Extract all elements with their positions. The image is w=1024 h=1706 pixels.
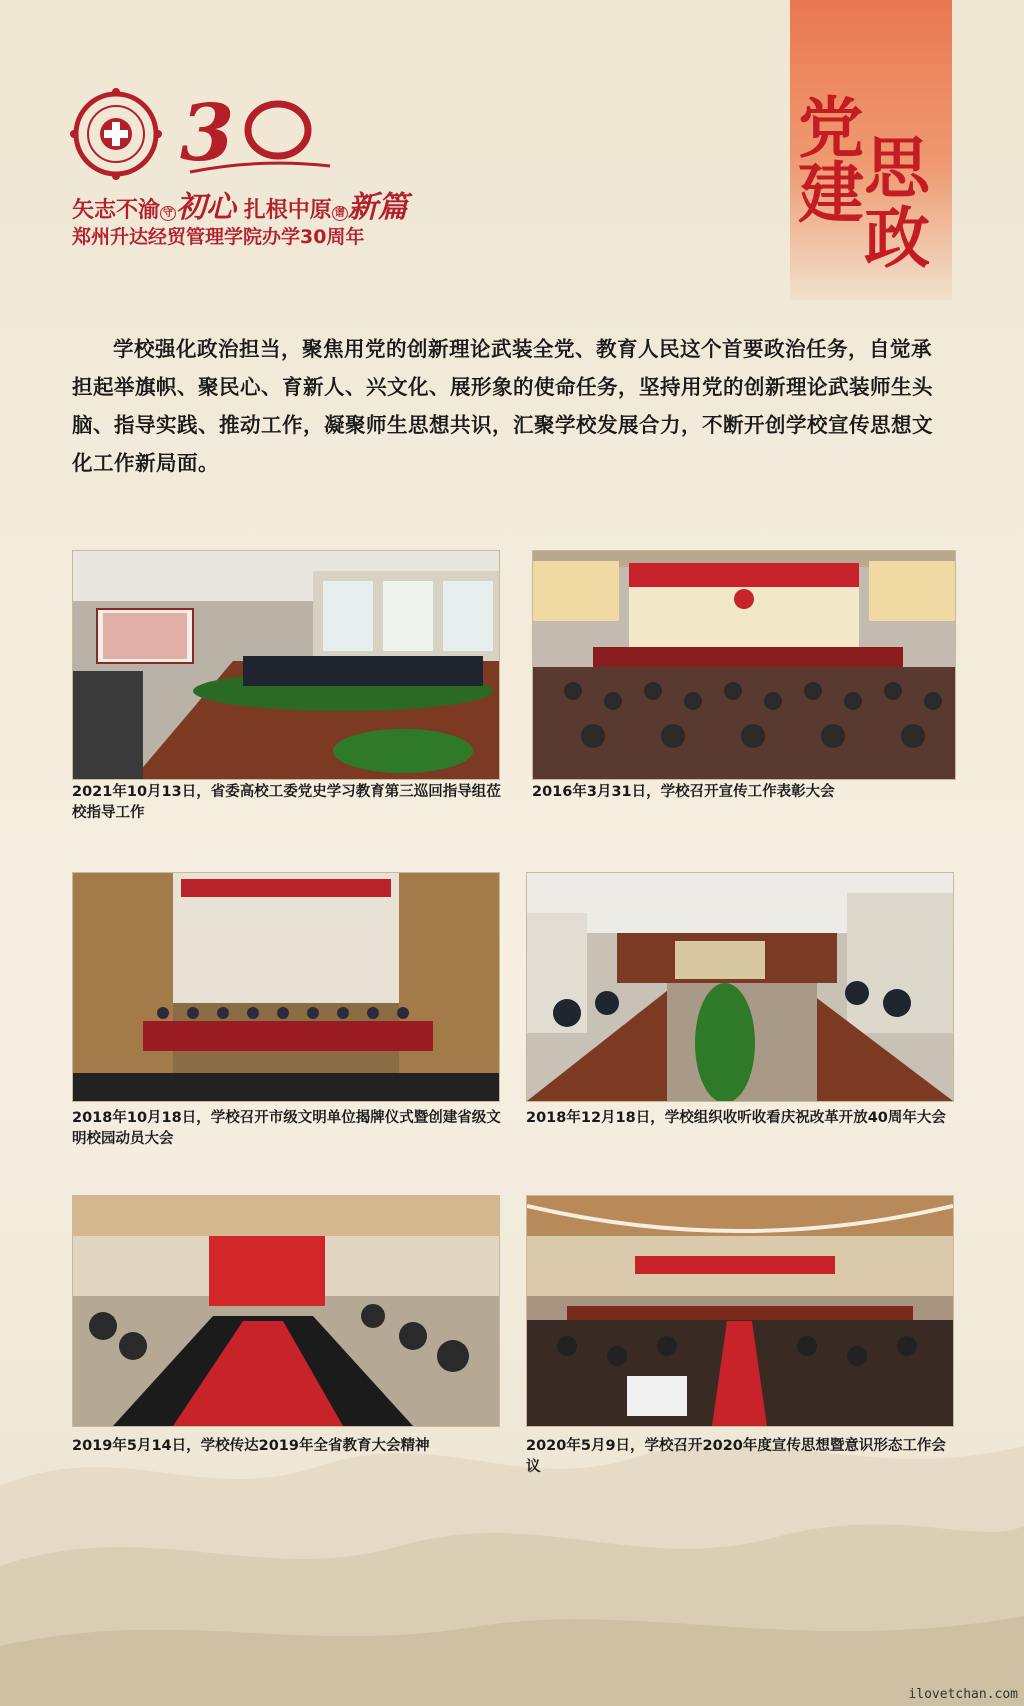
intro-paragraph: 学校强化政治担当，聚焦用党的创新理论武装全党、教育人民这个首要政治任务，自觉承担起举旗帜、聚民心、育新人、兴文化、展形象的使命任务，坚持用党的创新理论武装师生头脑、指导实践、推动工作，凝聚师生思想共识，汇聚学校发展合力，不断开创学校宣传思想文化工作新局面。 (72, 337, 933, 475)
slogan-part3: 扎根中原 (243, 197, 332, 223)
photo-3-image (73, 873, 499, 1101)
photo-5 (72, 1195, 500, 1427)
photo-6-caption: 2020年5月9日，学校召开2020年度宣传思想暨意识形态工作会议 (526, 1438, 946, 1475)
photo-1-image (73, 551, 499, 779)
svg-text:3: 3 (180, 88, 235, 179)
photo-3-caption: 2018年10月18日，学校召开市级文明单位揭牌仪式暨创建省级文明校园动员大会 (72, 1110, 501, 1147)
slogan-mid2: 谱 (332, 206, 348, 221)
title-banner (790, 0, 952, 300)
anniversary-title: 郑州升达经贸管理学院办学30周年 (72, 226, 365, 248)
banner-char-si: 思 (864, 129, 930, 207)
slogan-part4: 新篇 (347, 190, 408, 225)
photo-2 (532, 550, 956, 780)
photo-4-caption: 2018年12月18日，学校组织收听收看庆祝改革开放40周年大会 (526, 1110, 946, 1126)
photo-6-image (527, 1196, 953, 1426)
30th-anniversary-logo-icon (170, 88, 340, 180)
photo-1 (72, 550, 500, 780)
slogan-mid1: 守 (160, 206, 176, 221)
photo-1-caption: 2021年10月13日，省委高校工委党史学习教育第三巡回指导组莅校指导工作 (72, 784, 501, 821)
slogan-part1: 矢志不渝 (72, 197, 161, 223)
photo-6 (526, 1195, 954, 1427)
photo-4 (526, 872, 954, 1102)
college-seal-icon (70, 88, 162, 180)
header-logos (70, 88, 490, 188)
banner-char-zheng: 政 (864, 199, 930, 277)
photo-2-caption: 2016年3月31日，学校召开宣传工作表彰大会 (532, 784, 835, 800)
photo-5-image (73, 1196, 499, 1426)
photo-2-image (533, 551, 955, 779)
photo-5-caption: 2019年5月14日，学校传达2019年全省教育大会精神 (72, 1438, 430, 1454)
slogan (72, 182, 408, 226)
banner-char-dang: 党 (798, 89, 864, 167)
watermark-url: ilovetchan.com (908, 1687, 1018, 1702)
photo-4-image (527, 873, 953, 1101)
banner-char-jian: 建 (798, 154, 864, 232)
slogan-part2: 初心 (176, 190, 237, 225)
photo-3 (72, 872, 500, 1102)
